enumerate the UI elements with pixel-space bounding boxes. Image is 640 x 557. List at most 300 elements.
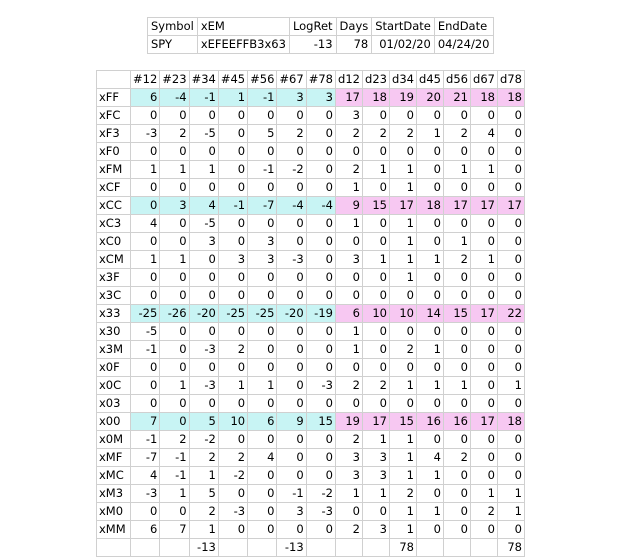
grid-row-label: x33 xyxy=(97,305,131,323)
grid-column-header: d45 xyxy=(416,71,443,89)
grid-cell: 0 xyxy=(306,467,335,485)
summary-header-cell: Symbol xyxy=(148,18,198,36)
grid-cell: -2 xyxy=(306,485,335,503)
grid-cell: 0 xyxy=(248,143,277,161)
grid-row xyxy=(97,449,525,467)
grid-cell: 0 xyxy=(470,467,497,485)
grid-cell: -7 xyxy=(131,449,160,467)
grid-row xyxy=(97,269,525,287)
grid-cell: 0 xyxy=(497,521,524,539)
grid-cell: -26 xyxy=(160,305,189,323)
grid-header-row xyxy=(97,71,525,89)
grid-cell: 0 xyxy=(306,233,335,251)
grid-row xyxy=(97,107,525,125)
grid-cell: 0 xyxy=(470,233,497,251)
grid-cell: 1 xyxy=(389,449,416,467)
grid-cell: 0 xyxy=(277,341,306,359)
summary-header-cell: EndDate xyxy=(434,18,493,36)
summary-value-row xyxy=(148,36,494,54)
grid-row-label: xFC xyxy=(97,107,131,125)
grid-cell: 0 xyxy=(389,143,416,161)
grid-cell: 18 xyxy=(497,89,524,107)
grid-cell: 0 xyxy=(131,179,160,197)
grid-column-header: #56 xyxy=(248,71,277,89)
grid-cell: 0 xyxy=(497,251,524,269)
grid-cell: 0 xyxy=(248,467,277,485)
grid-cell: 2 xyxy=(189,449,218,467)
grid-cell: 19 xyxy=(389,89,416,107)
grid-cell: 0 xyxy=(160,503,189,521)
grid-cell: 17 xyxy=(335,89,362,107)
grid-cell: 0 xyxy=(497,449,524,467)
transition-grid-table xyxy=(96,70,525,557)
grid-cell: 0 xyxy=(277,179,306,197)
grid-cell: 0 xyxy=(335,287,362,305)
grid-cell: 1 xyxy=(335,341,362,359)
grid-cell: 0 xyxy=(443,143,470,161)
grid-cell: 0 xyxy=(189,359,218,377)
grid-cell: 0 xyxy=(335,359,362,377)
grid-cell: 0 xyxy=(470,107,497,125)
grid-row xyxy=(97,287,525,305)
grid-cell: 0 xyxy=(218,143,247,161)
grid-footer-cell xyxy=(362,539,389,557)
grid-row xyxy=(97,215,525,233)
grid-cell: 15 xyxy=(443,305,470,323)
grid-cell: 1 xyxy=(389,233,416,251)
grid-cell: 0 xyxy=(277,233,306,251)
grid-cell: 0 xyxy=(416,287,443,305)
grid-row xyxy=(97,341,525,359)
grid-cell: 15 xyxy=(306,413,335,431)
grid-cell: 0 xyxy=(189,251,218,269)
grid-cell: 1 xyxy=(416,377,443,395)
grid-footer-cell xyxy=(470,539,497,557)
grid-cell: 1 xyxy=(497,377,524,395)
grid-footer-row xyxy=(97,539,525,557)
grid-row-label: xM3 xyxy=(97,485,131,503)
grid-column-header: #67 xyxy=(277,71,306,89)
grid-cell: 2 xyxy=(335,161,362,179)
grid-cell: 0 xyxy=(470,359,497,377)
grid-cell: 0 xyxy=(470,341,497,359)
grid-cell: 0 xyxy=(248,341,277,359)
grid-cell: 0 xyxy=(160,359,189,377)
grid-cell: 0 xyxy=(416,485,443,503)
grid-cell: 0 xyxy=(443,521,470,539)
grid-cell: 3 xyxy=(189,233,218,251)
grid-cell: 0 xyxy=(131,197,160,215)
grid-cell: 17 xyxy=(497,197,524,215)
grid-cell: 2 xyxy=(189,503,218,521)
summary-header-row xyxy=(148,18,494,36)
grid-row xyxy=(97,143,525,161)
grid-cell: 3 xyxy=(248,251,277,269)
grid-cell: 3 xyxy=(335,107,362,125)
summary-header-cell: Days xyxy=(336,18,372,36)
grid-cell: 0 xyxy=(362,179,389,197)
grid-column-header: #45 xyxy=(218,71,247,89)
summary-value-cell: SPY xyxy=(148,36,198,54)
grid-footer-cell: -13 xyxy=(189,539,218,557)
summary-value-cell: 78 xyxy=(336,36,372,54)
grid-cell: 1 xyxy=(416,467,443,485)
grid-cell: 1 xyxy=(389,503,416,521)
grid-cell: 0 xyxy=(443,431,470,449)
grid-cell: 17 xyxy=(470,197,497,215)
grid-cell: 2 xyxy=(335,377,362,395)
grid-cell: 1 xyxy=(160,377,189,395)
grid-cell: 0 xyxy=(248,179,277,197)
grid-cell: 0 xyxy=(218,287,247,305)
grid-cell: 2 xyxy=(277,125,306,143)
grid-cell: 0 xyxy=(389,287,416,305)
grid-cell: 0 xyxy=(218,395,247,413)
grid-cell: 0 xyxy=(497,359,524,377)
grid-cell: 2 xyxy=(389,125,416,143)
grid-cell: 1 xyxy=(416,341,443,359)
grid-cell: 0 xyxy=(497,233,524,251)
grid-cell: 0 xyxy=(160,323,189,341)
grid-cell: -2 xyxy=(277,161,306,179)
grid-cell: 0 xyxy=(416,233,443,251)
grid-cell: 0 xyxy=(443,179,470,197)
grid-cell: 0 xyxy=(389,323,416,341)
grid-cell: 0 xyxy=(218,161,247,179)
grid-row-label: xM0 xyxy=(97,503,131,521)
grid-cell: 1 xyxy=(248,377,277,395)
grid-row xyxy=(97,485,525,503)
grid-footer-cell: -13 xyxy=(277,539,306,557)
grid-column-header: d12 xyxy=(335,71,362,89)
grid-cell: 1 xyxy=(189,161,218,179)
grid-cell: 0 xyxy=(335,395,362,413)
grid-cell: 2 xyxy=(362,377,389,395)
grid-cell: -2 xyxy=(218,467,247,485)
grid-cell: 0 xyxy=(189,287,218,305)
grid-cell: 3 xyxy=(277,89,306,107)
grid-cell: 1 xyxy=(389,377,416,395)
grid-row xyxy=(97,125,525,143)
grid-cell: 1 xyxy=(470,161,497,179)
grid-footer-cell xyxy=(416,539,443,557)
grid-cell: -3 xyxy=(189,377,218,395)
grid-cell: 0 xyxy=(277,143,306,161)
grid-cell: 0 xyxy=(248,359,277,377)
grid-cell: 7 xyxy=(131,413,160,431)
grid-cell: 1 xyxy=(497,485,524,503)
grid-cell: 0 xyxy=(335,503,362,521)
grid-cell: 0 xyxy=(416,359,443,377)
grid-cell: 0 xyxy=(497,467,524,485)
grid-cell: 1 xyxy=(389,161,416,179)
grid-cell: 2 xyxy=(160,431,189,449)
grid-cell: 0 xyxy=(131,359,160,377)
grid-cell: 1 xyxy=(131,251,160,269)
grid-cell: 1 xyxy=(389,521,416,539)
grid-cell: 0 xyxy=(443,269,470,287)
grid-cell: 1 xyxy=(389,269,416,287)
grid-footer-cell: 78 xyxy=(389,539,416,557)
grid-cell: -1 xyxy=(160,467,189,485)
grid-cell: 1 xyxy=(389,215,416,233)
grid-row-label: x3F xyxy=(97,269,131,287)
grid-cell: 0 xyxy=(277,359,306,377)
grid-row-label: xCC xyxy=(97,197,131,215)
grid-cell: 0 xyxy=(443,287,470,305)
grid-cell: 0 xyxy=(470,143,497,161)
grid-row-label: xC3 xyxy=(97,215,131,233)
grid-cell: -3 xyxy=(277,251,306,269)
grid-cell: 15 xyxy=(362,197,389,215)
grid-cell: 1 xyxy=(389,179,416,197)
grid-cell: 17 xyxy=(443,197,470,215)
grid-cell: 10 xyxy=(218,413,247,431)
grid-body xyxy=(97,89,525,539)
grid-cell: 3 xyxy=(277,503,306,521)
grid-cell: 0 xyxy=(362,359,389,377)
grid-cell: 1 xyxy=(389,467,416,485)
grid-cell: 0 xyxy=(277,269,306,287)
grid-cell: 0 xyxy=(131,287,160,305)
grid-cell: 0 xyxy=(306,143,335,161)
grid-footer-corner xyxy=(97,539,131,557)
grid-row xyxy=(97,233,525,251)
grid-cell: -3 xyxy=(131,125,160,143)
grid-row-label: xMM xyxy=(97,521,131,539)
grid-cell: -3 xyxy=(306,503,335,521)
grid-cell: 4 xyxy=(248,449,277,467)
grid-cell: 2 xyxy=(443,449,470,467)
summary-value-cell: -13 xyxy=(289,36,336,54)
grid-cell: 0 xyxy=(218,179,247,197)
grid-cell: 0 xyxy=(389,395,416,413)
grid-cell: 0 xyxy=(131,143,160,161)
grid-cell: 0 xyxy=(443,485,470,503)
grid-cell: 4 xyxy=(416,449,443,467)
grid-cell: 18 xyxy=(416,197,443,215)
grid-cell: -1 xyxy=(160,449,189,467)
grid-cell: -4 xyxy=(277,197,306,215)
grid-row-label: xCM xyxy=(97,251,131,269)
summary-value-cell: 04/24/20 xyxy=(434,36,493,54)
grid-row xyxy=(97,467,525,485)
grid-cell: 5 xyxy=(189,413,218,431)
grid-footer-cell xyxy=(335,539,362,557)
grid-row xyxy=(97,89,525,107)
grid-cell: 15 xyxy=(389,413,416,431)
grid-cell: 0 xyxy=(497,215,524,233)
grid-row xyxy=(97,431,525,449)
grid-cell: 2 xyxy=(389,485,416,503)
grid-cell: 3 xyxy=(362,521,389,539)
grid-cell: 20 xyxy=(416,89,443,107)
grid-cell: -1 xyxy=(248,161,277,179)
grid-cell: 2 xyxy=(443,251,470,269)
grid-footer-cell xyxy=(443,539,470,557)
grid-cell: 0 xyxy=(362,107,389,125)
grid-footer-cell xyxy=(131,539,160,557)
grid-cell: 18 xyxy=(362,89,389,107)
grid-row-label: x3M xyxy=(97,341,131,359)
grid-cell: 0 xyxy=(443,395,470,413)
grid-cell: 0 xyxy=(470,179,497,197)
grid-cell: 19 xyxy=(335,413,362,431)
grid-cell: 0 xyxy=(335,143,362,161)
grid-cell: 0 xyxy=(497,287,524,305)
grid-cell: 10 xyxy=(362,305,389,323)
grid-footer-cell xyxy=(306,539,335,557)
grid-cell: 0 xyxy=(470,377,497,395)
grid-cell: 16 xyxy=(416,413,443,431)
grid-row xyxy=(97,161,525,179)
grid-footer-cell xyxy=(218,539,247,557)
grid-cell: 0 xyxy=(470,215,497,233)
grid-cell: 17 xyxy=(470,305,497,323)
grid-cell: 0 xyxy=(218,485,247,503)
grid-cell: -4 xyxy=(160,89,189,107)
summary-header-cell: xEM xyxy=(197,18,289,36)
grid-cell: 0 xyxy=(218,431,247,449)
grid-row-label: x0M xyxy=(97,431,131,449)
grid-cell: 0 xyxy=(416,179,443,197)
grid-cell: 0 xyxy=(416,107,443,125)
grid-cell: 4 xyxy=(131,467,160,485)
grid-cell: 1 xyxy=(362,485,389,503)
grid-cell: 0 xyxy=(160,107,189,125)
grid-cell: 0 xyxy=(160,269,189,287)
grid-cell: 1 xyxy=(218,89,247,107)
grid-cell: 0 xyxy=(362,287,389,305)
grid-cell: 0 xyxy=(189,395,218,413)
grid-cell: 3 xyxy=(335,449,362,467)
grid-cell: 21 xyxy=(443,89,470,107)
grid-cell: 0 xyxy=(443,467,470,485)
summary-value-cell: xEFEEFFB3x63 xyxy=(197,36,289,54)
grid-cell: 0 xyxy=(277,395,306,413)
grid-row xyxy=(97,521,525,539)
grid-cell: 4 xyxy=(189,197,218,215)
grid-cell: 0 xyxy=(443,341,470,359)
grid-cell: 0 xyxy=(248,107,277,125)
grid-row-label: xCF xyxy=(97,179,131,197)
grid-row xyxy=(97,251,525,269)
grid-cell: 0 xyxy=(306,125,335,143)
grid-cell: 1 xyxy=(470,485,497,503)
grid-cell: 0 xyxy=(131,395,160,413)
grid-cell: 1 xyxy=(470,251,497,269)
grid-cell: 0 xyxy=(362,233,389,251)
grid-cell: 0 xyxy=(443,359,470,377)
grid-cell: 0 xyxy=(416,521,443,539)
grid-row xyxy=(97,179,525,197)
grid-cell: 0 xyxy=(470,287,497,305)
grid-cell: 9 xyxy=(277,413,306,431)
grid-column-header: #34 xyxy=(189,71,218,89)
grid-cell: 2 xyxy=(470,503,497,521)
grid-cell: 3 xyxy=(248,233,277,251)
grid-cell: 6 xyxy=(248,413,277,431)
grid-row xyxy=(97,395,525,413)
grid-row xyxy=(97,323,525,341)
grid-cell: 0 xyxy=(416,431,443,449)
grid-cell: -19 xyxy=(306,305,335,323)
grid-cell: -1 xyxy=(131,431,160,449)
grid-cell: 0 xyxy=(416,269,443,287)
grid-cell: -25 xyxy=(131,305,160,323)
grid-column-header: d78 xyxy=(497,71,524,89)
grid-cell: 17 xyxy=(470,413,497,431)
grid-cell: 0 xyxy=(497,431,524,449)
grid-cell: 0 xyxy=(131,377,160,395)
grid-cell: 3 xyxy=(362,449,389,467)
grid-cell: 3 xyxy=(362,467,389,485)
grid-cell: 5 xyxy=(248,125,277,143)
grid-cell: 9 xyxy=(335,197,362,215)
grid-cell: 0 xyxy=(160,179,189,197)
grid-cell: 0 xyxy=(497,107,524,125)
grid-cell: 0 xyxy=(306,341,335,359)
grid-cell: 0 xyxy=(189,179,218,197)
grid-cell: 0 xyxy=(443,215,470,233)
grid-cell: 0 xyxy=(306,287,335,305)
grid-cell: 0 xyxy=(335,233,362,251)
grid-row-label: xF0 xyxy=(97,143,131,161)
grid-cell: 2 xyxy=(362,125,389,143)
grid-cell: -25 xyxy=(218,305,247,323)
grid-cell: 0 xyxy=(248,269,277,287)
grid-cell: 1 xyxy=(335,179,362,197)
summary-table xyxy=(147,17,494,54)
grid-row-label: xC0 xyxy=(97,233,131,251)
grid-cell: 4 xyxy=(470,125,497,143)
grid-cell: 0 xyxy=(470,323,497,341)
grid-cell: 0 xyxy=(277,287,306,305)
grid-cell: 0 xyxy=(306,323,335,341)
grid-cell: 0 xyxy=(131,107,160,125)
grid-cell: 2 xyxy=(335,521,362,539)
grid-row-label: x03 xyxy=(97,395,131,413)
grid-cell: 2 xyxy=(443,125,470,143)
grid-cell: 0 xyxy=(218,125,247,143)
grid-cell: 1 xyxy=(389,251,416,269)
grid-cell: 17 xyxy=(389,197,416,215)
grid-row xyxy=(97,305,525,323)
grid-cell: -3 xyxy=(218,503,247,521)
grid-cell: 0 xyxy=(306,107,335,125)
grid-cell: 0 xyxy=(277,521,306,539)
grid-cell: 0 xyxy=(497,125,524,143)
grid-cell: 0 xyxy=(248,287,277,305)
grid-cell: 0 xyxy=(362,269,389,287)
grid-column-header: d56 xyxy=(443,71,470,89)
grid-cell: 0 xyxy=(248,485,277,503)
grid-cell: 0 xyxy=(248,521,277,539)
grid-cell: 0 xyxy=(470,521,497,539)
grid-cell: 1 xyxy=(160,485,189,503)
grid-cell: 1 xyxy=(189,521,218,539)
grid-cell: 22 xyxy=(497,305,524,323)
grid-cell: 2 xyxy=(218,341,247,359)
grid-cell: 0 xyxy=(497,323,524,341)
grid-row-label: x30 xyxy=(97,323,131,341)
grid-cell: 2 xyxy=(335,431,362,449)
grid-cell: -1 xyxy=(218,197,247,215)
grid-cell: 0 xyxy=(248,395,277,413)
grid-cell: 1 xyxy=(362,161,389,179)
grid-cell: -1 xyxy=(248,89,277,107)
grid-cell: 0 xyxy=(306,161,335,179)
